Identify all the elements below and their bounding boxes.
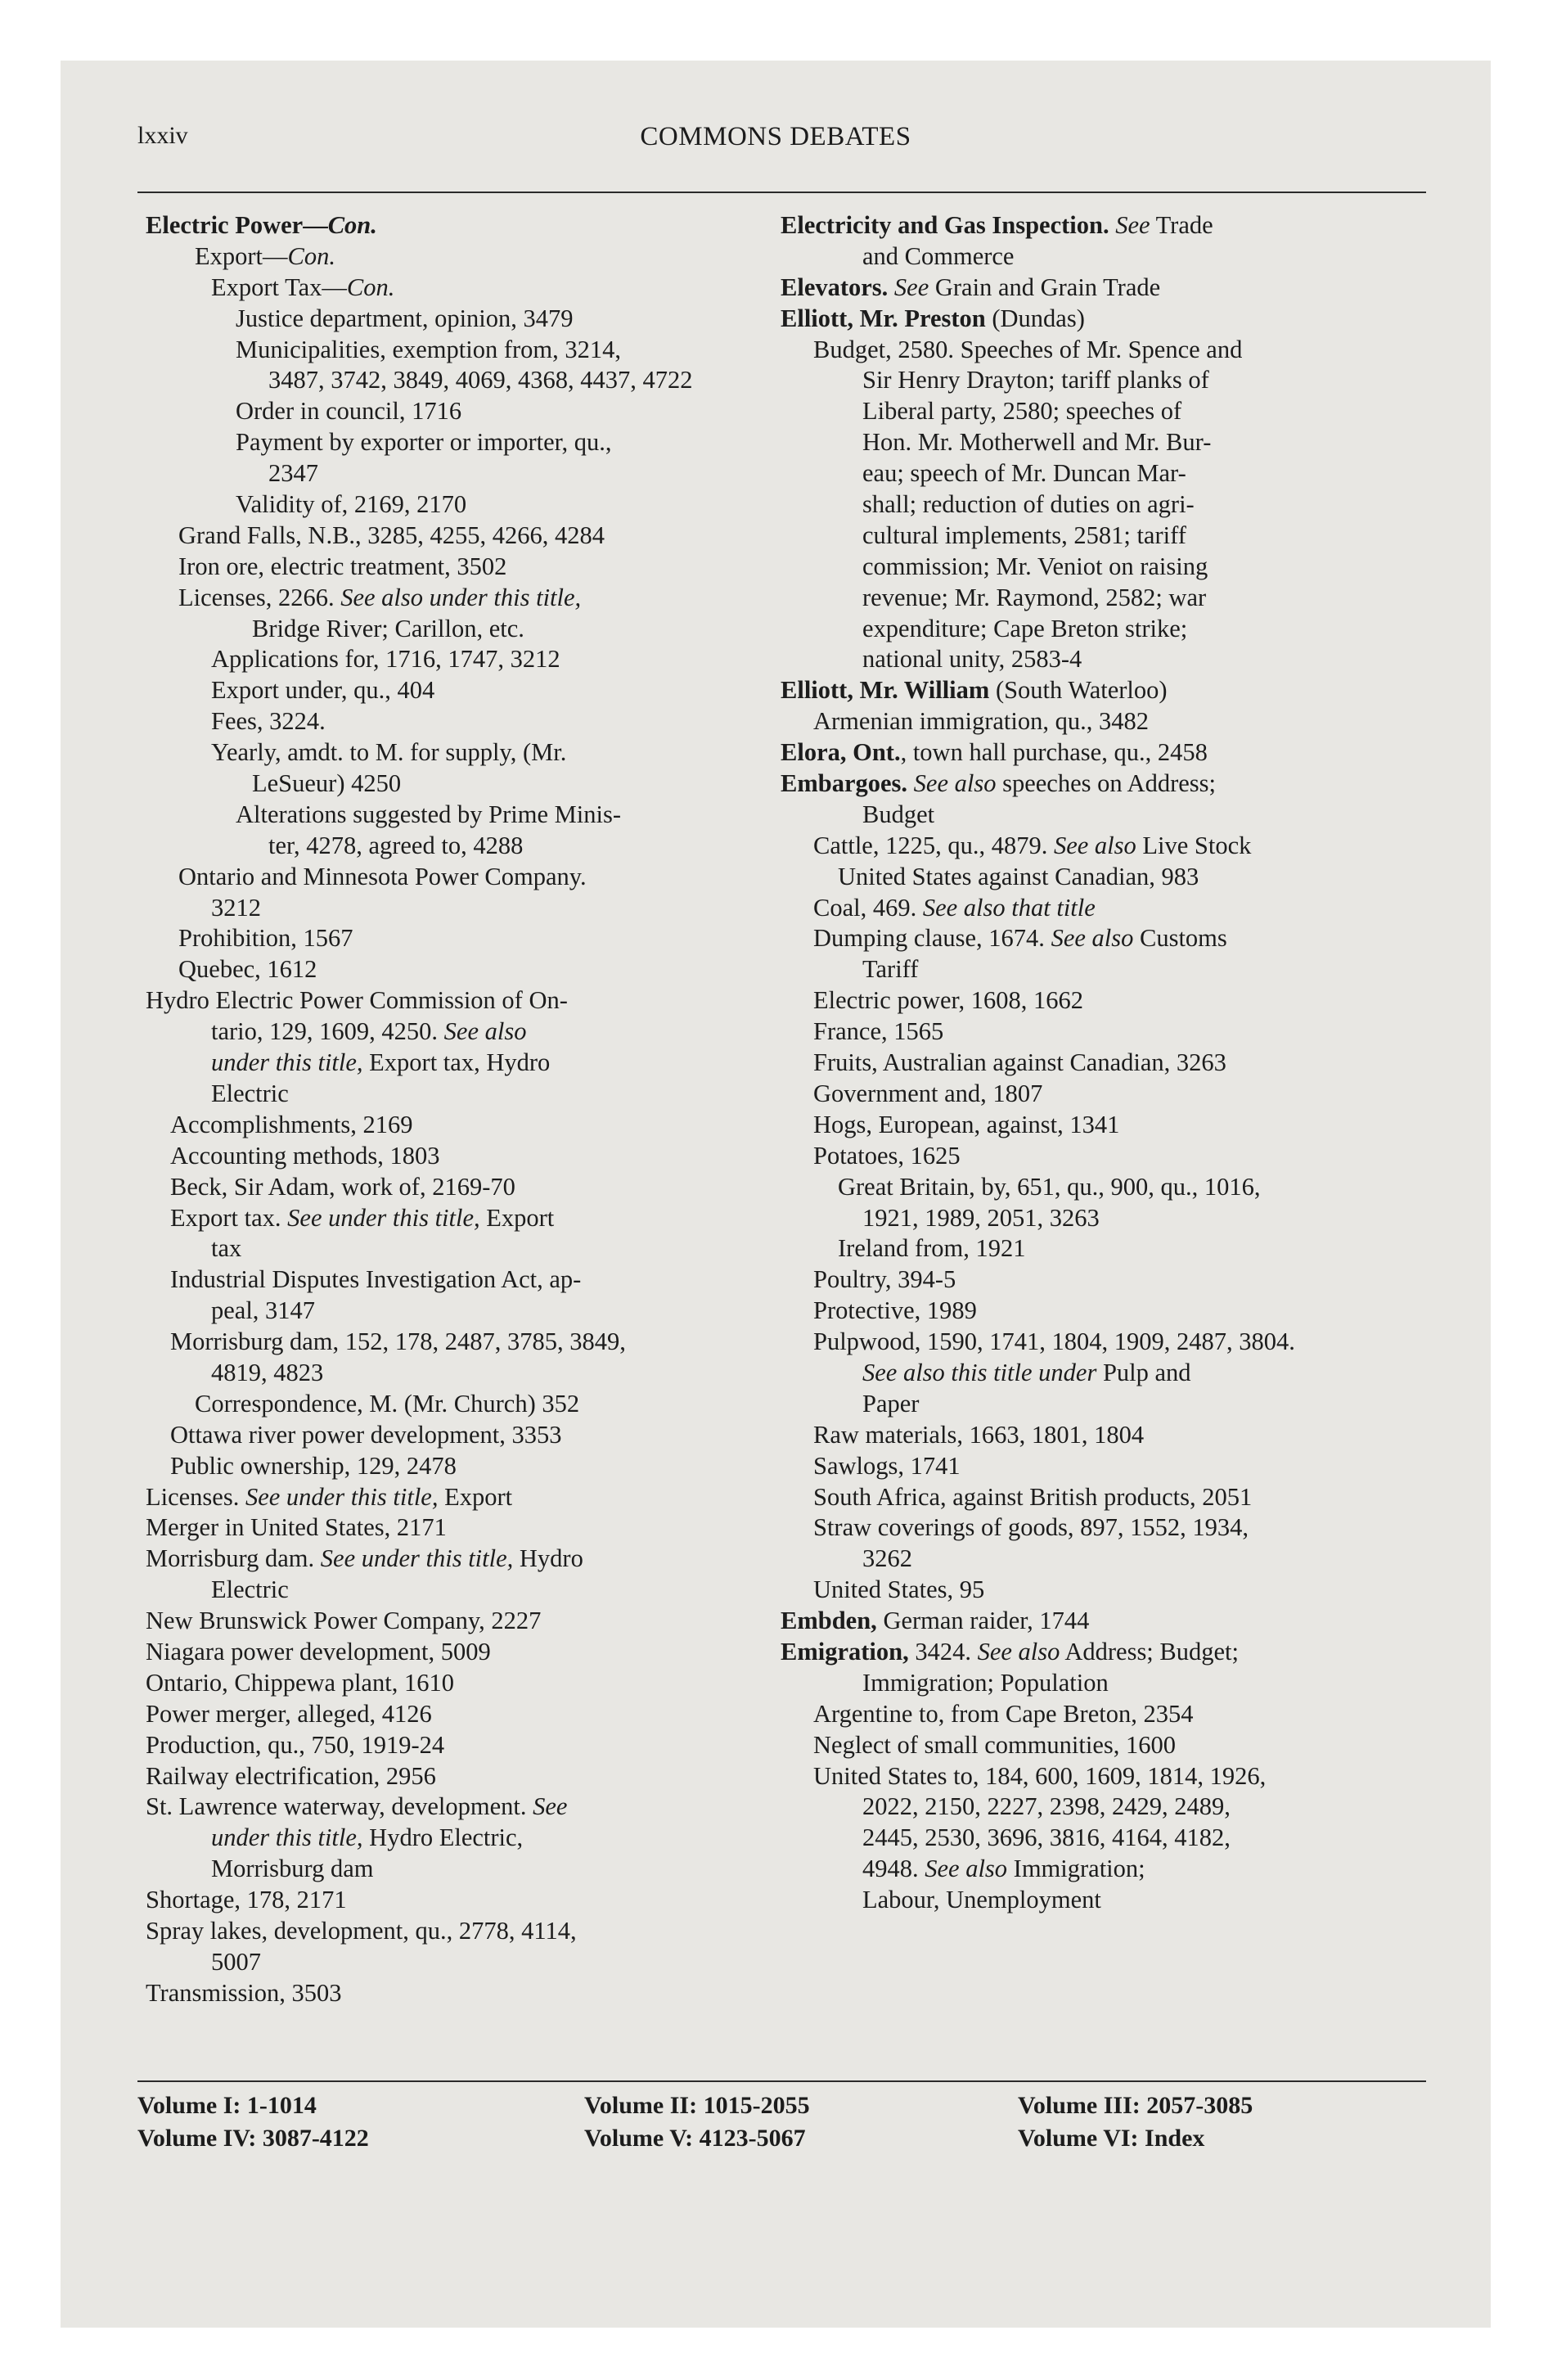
index-line bbox=[146, 1916, 776, 1947]
index-text: German raider, 1744 bbox=[876, 1607, 1090, 1635]
index-line bbox=[146, 1048, 776, 1079]
cross-reference-text: See bbox=[533, 1792, 568, 1821]
index-text: Live Stock bbox=[1136, 831, 1252, 859]
index-text: Fruits, Australian against Canadian, 3263 bbox=[813, 1048, 1226, 1077]
index-line bbox=[146, 1079, 776, 1110]
index-text: Export bbox=[438, 1482, 513, 1511]
index-line bbox=[781, 396, 1427, 427]
index-text: Export tax. bbox=[170, 1203, 288, 1232]
index-line bbox=[781, 1885, 1427, 1916]
index-line bbox=[146, 1854, 776, 1885]
index-heading-text: Elevators. bbox=[781, 273, 889, 301]
index-text: Electric bbox=[211, 1079, 289, 1107]
index-line bbox=[781, 1141, 1427, 1172]
index-line bbox=[146, 1512, 776, 1544]
index-text: eau; speech of Mr. Duncan Mar- bbox=[862, 459, 1186, 488]
index-line bbox=[146, 365, 776, 396]
index-line bbox=[781, 1233, 1427, 1264]
index-text: 3424. bbox=[908, 1637, 978, 1666]
index-text: Export— bbox=[195, 241, 288, 270]
page-number: lxxiv bbox=[137, 122, 188, 149]
index-text: Great Britain, by, 651, qu., 900, qu., 1016, bbox=[838, 1172, 1261, 1201]
index-line bbox=[146, 954, 776, 985]
index-line bbox=[781, 614, 1427, 645]
index-line bbox=[781, 1606, 1427, 1637]
index-text: expenditure; Cape Breton strike; bbox=[862, 614, 1188, 642]
index-text: 2347 bbox=[268, 459, 318, 488]
header-rule bbox=[137, 192, 1426, 193]
index-text: Hydro bbox=[513, 1544, 583, 1573]
index-line bbox=[781, 552, 1427, 583]
index-line bbox=[781, 1110, 1427, 1141]
index-text: 3262 bbox=[862, 1544, 912, 1573]
index-line bbox=[781, 273, 1427, 304]
index-line bbox=[146, 1978, 776, 2009]
index-text: Budget, 2580. Speeches of Mr. Spence and bbox=[813, 335, 1243, 363]
index-line bbox=[781, 1389, 1427, 1420]
index-text: Hon. Mr. Motherwell and Mr. Bur- bbox=[862, 428, 1212, 457]
index-text: Morrisburg dam, 152, 178, 2487, 3785, 3849, bbox=[170, 1327, 626, 1356]
index-text: , town hall purchase, qu., 2458 bbox=[900, 738, 1208, 767]
index-text: Correspondence, M. (Mr. Church) 352 bbox=[195, 1389, 580, 1418]
index-heading-text: Embden, bbox=[781, 1607, 877, 1635]
index-line bbox=[146, 1327, 776, 1358]
index-line bbox=[781, 1048, 1427, 1079]
footer-rule bbox=[137, 2080, 1426, 2082]
index-text: Immigration; bbox=[1007, 1855, 1145, 1883]
index-text: United States, 95 bbox=[813, 1575, 985, 1604]
index-text: 3487, 3742, 3849, 4069, 4368, 4437, 4722 bbox=[268, 366, 693, 394]
index-text: Raw materials, 1663, 1801, 1804 bbox=[813, 1420, 1145, 1449]
index-line bbox=[781, 1730, 1427, 1761]
index-text: Iron ore, electric treatment, 3502 bbox=[178, 552, 507, 580]
index-line bbox=[146, 1823, 776, 1854]
index-line bbox=[146, 831, 776, 862]
index-text: Government and, 1807 bbox=[813, 1079, 1043, 1107]
cross-reference-text: Con. bbox=[287, 241, 335, 270]
cross-reference-text: See also bbox=[925, 1855, 1008, 1883]
index-line bbox=[781, 675, 1427, 706]
index-line bbox=[781, 1854, 1427, 1885]
index-text: Customs bbox=[1133, 924, 1227, 953]
index-text: Licenses. bbox=[146, 1482, 245, 1511]
index-line bbox=[146, 304, 776, 335]
index-line bbox=[781, 1637, 1427, 1668]
index-line bbox=[146, 675, 776, 706]
index-line bbox=[781, 1512, 1427, 1544]
index-text: Morrisburg dam. bbox=[146, 1544, 321, 1573]
index-text: Morrisburg dam bbox=[211, 1855, 374, 1883]
index-line bbox=[146, 1420, 776, 1451]
index-text: St. Lawrence waterway, development. bbox=[146, 1792, 533, 1821]
cross-reference-text: under this title, bbox=[211, 1823, 363, 1852]
index-line bbox=[146, 1637, 776, 1668]
index-line bbox=[146, 1296, 776, 1327]
index-text: Transmission, 3503 bbox=[146, 1978, 342, 2007]
index-text: Argentine to, from Cape Breton, 2354 bbox=[813, 1699, 1194, 1728]
index-text: Electric power, 1608, 1662 bbox=[813, 986, 1083, 1015]
volume-range: Volume V: 4123-5067 bbox=[584, 2125, 806, 2152]
index-line bbox=[146, 706, 776, 737]
index-line bbox=[146, 614, 776, 645]
index-line bbox=[781, 583, 1427, 614]
index-text: United States to, 184, 600, 1609, 1814, 1926, bbox=[813, 1761, 1267, 1790]
index-line bbox=[781, 1451, 1427, 1482]
cross-reference-text: See bbox=[893, 273, 929, 301]
index-line bbox=[146, 1203, 776, 1234]
index-line bbox=[146, 489, 776, 521]
index-text: speeches on Address; bbox=[996, 769, 1216, 798]
index-text: Dumping clause, 1674. bbox=[813, 924, 1051, 953]
cross-reference-text: See also bbox=[1051, 924, 1134, 953]
index-heading-text: Embargoes. bbox=[781, 769, 908, 798]
index-line bbox=[146, 396, 776, 427]
index-line bbox=[146, 1482, 776, 1513]
index-line bbox=[781, 893, 1427, 924]
index-text: Export under, qu., 404 bbox=[211, 676, 435, 705]
index-text: United States against Canadian, 983 bbox=[838, 862, 1199, 890]
index-line bbox=[146, 1606, 776, 1637]
index-text: Grain and Grain Trade bbox=[929, 273, 1161, 301]
index-text: Niagara power development, 5009 bbox=[146, 1637, 491, 1666]
index-line bbox=[146, 923, 776, 954]
index-text: 4948. bbox=[862, 1855, 925, 1883]
index-text: South Africa, against British products, 2051 bbox=[813, 1482, 1253, 1511]
index-text: revenue; Mr. Raymond, 2582; war bbox=[862, 583, 1207, 611]
cross-reference-text: See under this title, bbox=[287, 1203, 480, 1232]
index-line bbox=[146, 1761, 776, 1792]
index-line bbox=[146, 1358, 776, 1389]
index-text: Bridge River; Carillon, etc. bbox=[252, 614, 524, 642]
index-line bbox=[781, 954, 1427, 985]
index-text: Pulp and bbox=[1096, 1358, 1191, 1386]
index-heading-text: Con. bbox=[327, 211, 377, 239]
index-text: Validity of, 2169, 2170 bbox=[236, 490, 467, 519]
index-text: Railway electrification, 2956 bbox=[146, 1761, 436, 1790]
cross-reference-text: Con. bbox=[346, 273, 395, 301]
index-line bbox=[781, 1079, 1427, 1110]
index-line bbox=[781, 644, 1427, 675]
index-line bbox=[146, 862, 776, 893]
index-line bbox=[146, 1233, 776, 1264]
index-text: Ireland from, 1921 bbox=[838, 1234, 1026, 1263]
index-text: commission; Mr. Veniot on raising bbox=[862, 552, 1208, 580]
index-line bbox=[781, 210, 1427, 241]
index-line bbox=[781, 923, 1427, 954]
index-text: 3212 bbox=[211, 893, 261, 922]
index-column-right bbox=[781, 210, 1427, 1916]
volume-range: Volume II: 1015-2055 bbox=[584, 2092, 810, 2119]
index-text: Budget bbox=[862, 800, 935, 828]
index-text: Quebec, 1612 bbox=[178, 955, 317, 984]
index-line bbox=[781, 706, 1427, 737]
cross-reference-text: See also under this title, bbox=[340, 583, 582, 611]
index-text: Electric bbox=[211, 1575, 289, 1604]
index-line bbox=[146, 985, 776, 1016]
index-text: Fees, 3224. bbox=[211, 707, 326, 736]
index-line bbox=[781, 831, 1427, 862]
index-line bbox=[146, 335, 776, 366]
index-text: Power merger, alleged, 4126 bbox=[146, 1699, 432, 1728]
cross-reference-text: See also bbox=[443, 1017, 527, 1046]
index-text: Industrial Disputes Investigation Act, ap- bbox=[170, 1265, 582, 1294]
index-line bbox=[781, 800, 1427, 831]
index-line bbox=[781, 489, 1427, 521]
index-text: Yearly, amdt. to M. for supply, (Mr. bbox=[211, 738, 567, 767]
index-line bbox=[146, 521, 776, 552]
index-text: Address; Budget; bbox=[1060, 1637, 1239, 1666]
index-line bbox=[146, 1110, 776, 1141]
index-text: 2445, 2530, 3696, 3816, 4164, 4182, bbox=[862, 1823, 1231, 1852]
index-text: Labour, Unemployment bbox=[862, 1886, 1101, 1914]
index-line bbox=[781, 1699, 1427, 1730]
index-text: New Brunswick Power Company, 2227 bbox=[146, 1607, 542, 1635]
index-line bbox=[781, 1358, 1427, 1389]
index-text: Straw coverings of goods, 897, 1552, 1934, bbox=[813, 1513, 1249, 1542]
index-text: Neglect of small communities, 1600 bbox=[813, 1730, 1177, 1759]
index-heading-text: Elliott, Mr. William bbox=[781, 676, 990, 705]
index-text: Accomplishments, 2169 bbox=[170, 1110, 413, 1138]
index-text: tario, 129, 1609, 4250. bbox=[211, 1017, 444, 1046]
index-text: Ontario and Minnesota Power Company. bbox=[178, 862, 587, 890]
index-heading-text: Emigration, bbox=[781, 1637, 909, 1666]
index-text: Grand Falls, N.B., 3285, 4255, 4266, 4284 bbox=[178, 521, 605, 549]
index-line bbox=[146, 458, 776, 489]
volume-range: Volume I: 1-1014 bbox=[137, 2092, 317, 2119]
index-text: Paper bbox=[862, 1389, 920, 1418]
index-text: Trade bbox=[1150, 211, 1213, 239]
cross-reference-text: under this title, bbox=[211, 1048, 363, 1077]
index-line bbox=[146, 583, 776, 614]
cross-reference-text: See bbox=[1115, 211, 1150, 239]
index-text: Protective, 1989 bbox=[813, 1296, 977, 1325]
index-line bbox=[146, 552, 776, 583]
index-text: Immigration; Population bbox=[862, 1668, 1109, 1697]
index-text: peal, 3147 bbox=[211, 1296, 316, 1325]
index-line bbox=[781, 1668, 1427, 1699]
index-text: France, 1565 bbox=[813, 1017, 944, 1046]
index-text: Merger in United States, 2171 bbox=[146, 1513, 447, 1542]
index-line bbox=[146, 273, 776, 304]
index-line bbox=[781, 335, 1427, 366]
index-line bbox=[146, 644, 776, 675]
index-line bbox=[781, 862, 1427, 893]
index-text: Hydro Electric, bbox=[362, 1823, 524, 1852]
index-text: Armenian immigration, qu., 3482 bbox=[813, 707, 1149, 736]
index-text: Justice department, opinion, 3479 bbox=[236, 304, 574, 332]
index-heading-text: Electricity and Gas Inspection. bbox=[781, 211, 1109, 239]
index-line bbox=[146, 210, 776, 241]
index-text: Export Tax— bbox=[211, 273, 347, 301]
index-text: Cattle, 1225, qu., 4879. bbox=[813, 831, 1054, 859]
index-text: Ontario, Chippewa plant, 1610 bbox=[146, 1668, 454, 1697]
index-column-left bbox=[146, 210, 776, 2009]
scanned-page bbox=[61, 61, 1491, 2328]
index-text: 2022, 2150, 2227, 2398, 2429, 2489, bbox=[862, 1792, 1231, 1821]
index-line bbox=[781, 1172, 1427, 1203]
index-line bbox=[781, 1823, 1427, 1854]
cross-reference-text: See under this title, bbox=[245, 1482, 439, 1511]
index-text: (Dundas) bbox=[985, 304, 1085, 332]
index-line bbox=[781, 1420, 1427, 1451]
index-text: Ottawa river power development, 3353 bbox=[170, 1420, 562, 1449]
index-line bbox=[781, 1482, 1427, 1513]
index-text: Sawlogs, 1741 bbox=[813, 1451, 961, 1480]
index-line bbox=[146, 1947, 776, 1978]
index-text: Pulpwood, 1590, 1741, 1804, 1909, 2487, 3804. bbox=[813, 1327, 1295, 1356]
index-text: Beck, Sir Adam, work of, 2169-70 bbox=[170, 1172, 515, 1201]
index-text: Municipalities, exemption from, 3214, bbox=[236, 335, 621, 363]
index-text: Spray lakes, development, qu., 2778, 4114, bbox=[146, 1916, 577, 1945]
index-line bbox=[146, 1575, 776, 1606]
index-text: Production, qu., 750, 1919-24 bbox=[146, 1730, 445, 1759]
index-line bbox=[781, 985, 1427, 1016]
index-text: (South Waterloo) bbox=[989, 676, 1168, 705]
index-line bbox=[781, 1264, 1427, 1296]
index-text: LeSueur) 4250 bbox=[252, 769, 402, 798]
volume-range: Volume VI: Index bbox=[1018, 2125, 1205, 2152]
index-text: Payment by exporter or importer, qu., bbox=[236, 428, 612, 457]
index-text: tax bbox=[211, 1234, 242, 1263]
index-line bbox=[781, 769, 1427, 800]
index-text: cultural implements, 2581; tariff bbox=[862, 521, 1186, 549]
index-line bbox=[146, 800, 776, 831]
index-line bbox=[146, 241, 776, 273]
cross-reference-text: See also bbox=[977, 1637, 1060, 1666]
index-line bbox=[781, 1544, 1427, 1575]
index-line bbox=[146, 1699, 776, 1730]
index-line bbox=[146, 1668, 776, 1699]
index-line bbox=[146, 769, 776, 800]
index-text: Applications for, 1716, 1747, 3212 bbox=[211, 645, 560, 674]
index-line bbox=[781, 365, 1427, 396]
index-text: Prohibition, 1567 bbox=[178, 924, 353, 953]
cross-reference-text: See also that title bbox=[922, 893, 1096, 922]
running-head: COMMONS DEBATES bbox=[640, 122, 911, 151]
index-text: 5007 bbox=[211, 1947, 261, 1976]
index-line bbox=[146, 1885, 776, 1916]
volume-range: Volume III: 2057-3085 bbox=[1018, 2092, 1253, 2119]
index-line bbox=[781, 737, 1427, 769]
index-line bbox=[781, 521, 1427, 552]
index-text: Licenses, 2266. bbox=[178, 583, 341, 611]
index-text: 1921, 1989, 2051, 3263 bbox=[862, 1203, 1100, 1232]
index-line bbox=[781, 304, 1427, 335]
index-line bbox=[781, 1203, 1427, 1234]
index-heading-text: Electric Power— bbox=[146, 211, 328, 239]
index-text: Tariff bbox=[862, 955, 919, 984]
index-line bbox=[146, 427, 776, 458]
cross-reference-text: See also bbox=[1053, 831, 1136, 859]
index-line bbox=[146, 737, 776, 769]
index-text: Export tax, Hydro bbox=[362, 1048, 551, 1077]
index-heading-text: Elliott, Mr. Preston bbox=[781, 304, 986, 332]
index-line bbox=[781, 241, 1427, 273]
index-line bbox=[146, 1451, 776, 1482]
cross-reference-text: See under this title, bbox=[320, 1544, 514, 1573]
index-text: Coal, 469. bbox=[813, 893, 923, 922]
volume-range: Volume IV: 3087-4122 bbox=[137, 2125, 369, 2152]
index-text: Order in council, 1716 bbox=[236, 397, 462, 426]
index-text: Public ownership, 129, 2478 bbox=[170, 1451, 457, 1480]
index-line bbox=[146, 893, 776, 924]
cross-reference-text: See also bbox=[913, 769, 997, 798]
index-line bbox=[781, 427, 1427, 458]
index-line bbox=[781, 458, 1427, 489]
index-text: Hogs, European, against, 1341 bbox=[813, 1110, 1120, 1138]
index-line bbox=[781, 1792, 1427, 1823]
index-text: Liberal party, 2580; speeches of bbox=[862, 397, 1182, 426]
index-text: Hydro Electric Power Commission of On- bbox=[146, 986, 568, 1015]
index-text: 4819, 4823 bbox=[211, 1358, 324, 1386]
index-text: shall; reduction of duties on agri- bbox=[862, 490, 1195, 519]
index-text bbox=[907, 769, 914, 797]
index-text: Sir Henry Drayton; tariff planks of bbox=[862, 366, 1209, 394]
cross-reference-text: See also this title under bbox=[862, 1358, 1097, 1386]
index-line bbox=[781, 1575, 1427, 1606]
index-line bbox=[146, 1172, 776, 1203]
index-line bbox=[781, 1327, 1427, 1358]
index-line bbox=[781, 1296, 1427, 1327]
index-line bbox=[146, 1730, 776, 1761]
index-text: Shortage, 178, 2171 bbox=[146, 1886, 347, 1914]
index-line bbox=[146, 1264, 776, 1296]
index-line bbox=[146, 1141, 776, 1172]
index-text bbox=[888, 273, 894, 301]
index-text: Poultry, 394-5 bbox=[813, 1265, 956, 1294]
index-text: Alterations suggested by Prime Minis- bbox=[236, 800, 622, 828]
index-text: Accounting methods, 1803 bbox=[170, 1141, 440, 1170]
index-line bbox=[781, 1761, 1427, 1792]
index-text: Export bbox=[479, 1203, 555, 1232]
index-text: and Commerce bbox=[862, 241, 1015, 270]
index-line bbox=[781, 1016, 1427, 1048]
index-line bbox=[146, 1016, 776, 1048]
index-text: national unity, 2583-4 bbox=[862, 645, 1082, 674]
index-heading-text: Elora, Ont. bbox=[781, 738, 901, 767]
index-text: Potatoes, 1625 bbox=[813, 1141, 961, 1170]
index-line bbox=[146, 1544, 776, 1575]
index-line bbox=[146, 1389, 776, 1420]
index-text: ter, 4278, agreed to, 4288 bbox=[268, 831, 524, 859]
index-line bbox=[146, 1792, 776, 1823]
